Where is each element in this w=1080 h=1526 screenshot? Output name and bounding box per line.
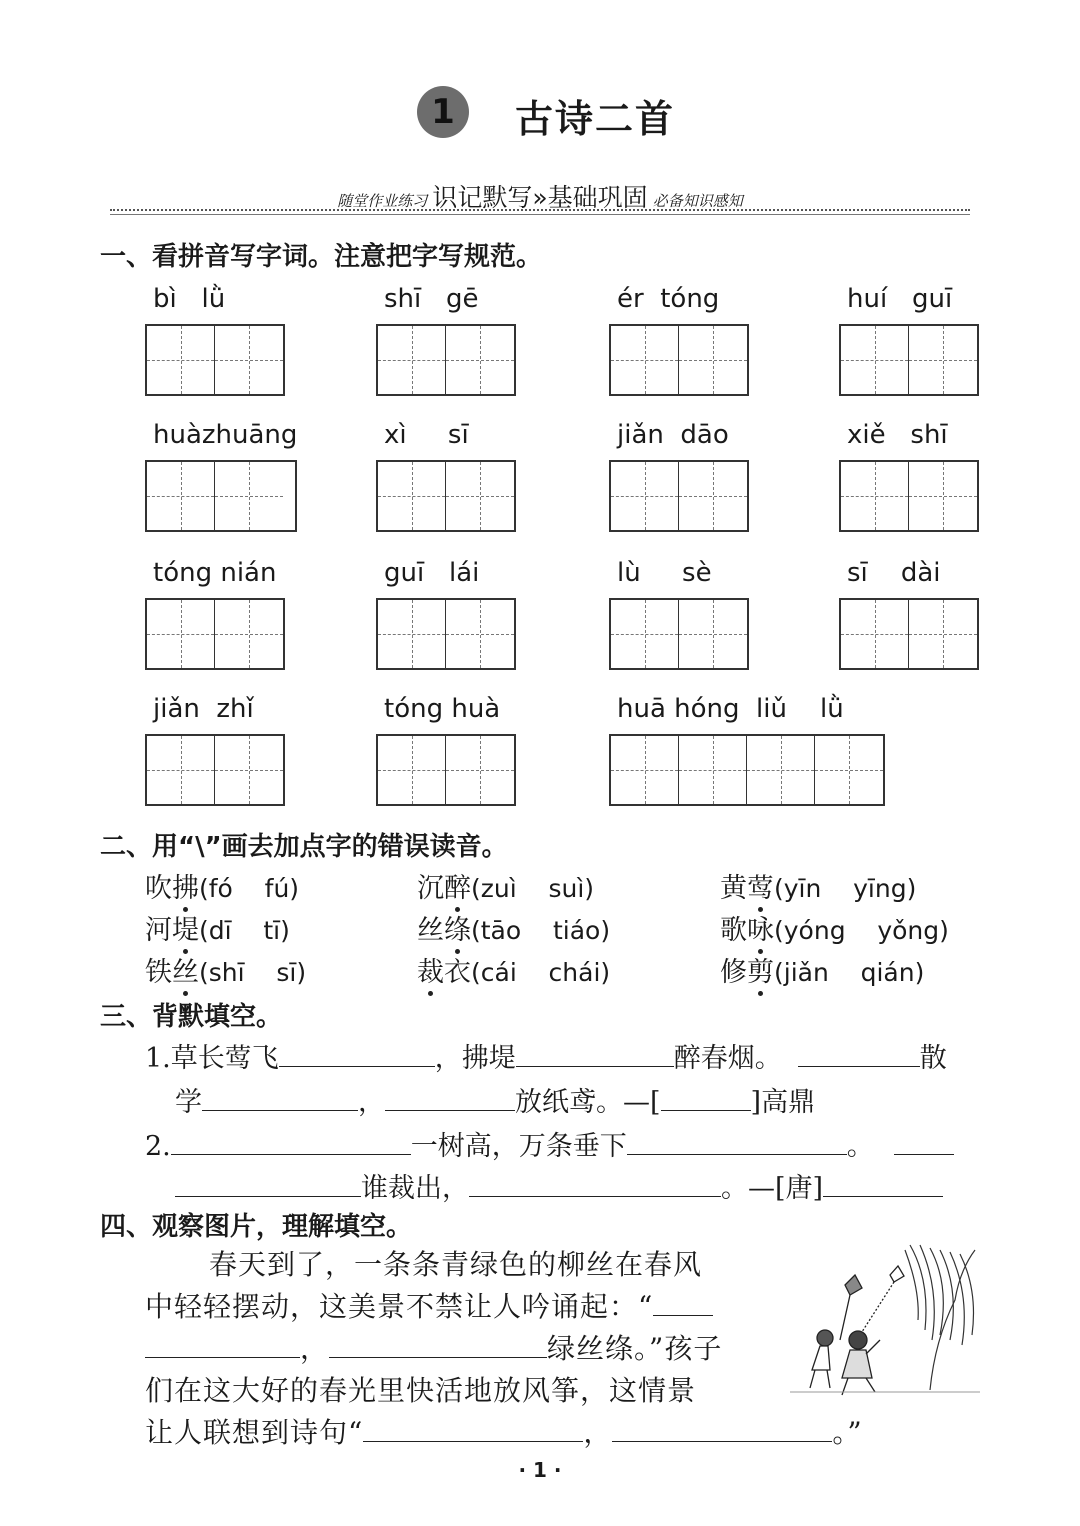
- character-box[interactable]: [147, 462, 215, 530]
- character-box[interactable]: [611, 736, 679, 804]
- answer-blank[interactable]: [175, 1195, 361, 1197]
- pinyin-item: [839, 284, 979, 396]
- character-box-row[interactable]: [376, 598, 516, 670]
- recite-text: ，拂堤: [434, 1043, 516, 1074]
- character-box[interactable]: [378, 600, 446, 668]
- section2-heading: 二、用“\”画去加点字的错误读音。: [100, 832, 508, 862]
- recite-text: 散: [919, 1043, 947, 1074]
- pinyin-item: [609, 694, 885, 806]
- page-number: · 1 ·: [518, 1458, 562, 1482]
- character-box[interactable]: [841, 462, 909, 530]
- recite-line-4: [175, 1166, 943, 1205]
- answer-blank[interactable]: [469, 1195, 721, 1197]
- character-box[interactable]: [679, 462, 747, 530]
- character-box-row[interactable]: [376, 460, 516, 532]
- character-box-row[interactable]: [609, 598, 749, 670]
- answer-blank[interactable]: [823, 1195, 943, 1197]
- dotted-char: 剪: [747, 957, 774, 988]
- answer-blank[interactable]: [279, 1065, 435, 1067]
- banner-right: 必备知识感知: [652, 192, 743, 210]
- character-box[interactable]: [679, 736, 747, 804]
- character-box-row[interactable]: [609, 324, 749, 396]
- character-box[interactable]: [611, 462, 679, 530]
- character-box-row[interactable]: [145, 734, 285, 806]
- character-box-row[interactable]: [839, 460, 979, 532]
- character-box[interactable]: [446, 736, 514, 804]
- dotted-char: 咏: [747, 915, 774, 946]
- recite-text: 放纸鸢。—[: [515, 1087, 661, 1118]
- dotted-char: 丝: [172, 957, 199, 988]
- word-char: 河: [145, 915, 172, 946]
- character-box[interactable]: [909, 462, 977, 530]
- page-title: 古诗二首: [515, 97, 676, 141]
- para-text: 中轻轻摆动，这美景不禁让人吟诵起：“: [145, 1290, 654, 1323]
- character-box[interactable]: [215, 736, 283, 804]
- word-char: 歌: [720, 915, 747, 946]
- answer-blank[interactable]: [612, 1440, 832, 1442]
- pronunciation-options[interactable]: (cái chái): [471, 958, 611, 987]
- pronunciation-item: [145, 866, 299, 905]
- recite-text: 。—[唐]: [721, 1173, 824, 1204]
- answer-blank[interactable]: [171, 1153, 411, 1155]
- recite-text: 学: [175, 1087, 202, 1118]
- pronunciation-item: [145, 908, 290, 947]
- children-icon: [810, 1330, 880, 1395]
- character-box[interactable]: [378, 736, 446, 804]
- pinyin-label: huàzhuāng: [153, 420, 298, 450]
- pronunciation-options[interactable]: (zuì suì): [471, 874, 595, 903]
- para-line: [145, 1412, 863, 1454]
- answer-blank[interactable]: [798, 1065, 920, 1067]
- pinyin-item: [145, 558, 285, 670]
- word-char: 修: [720, 957, 747, 988]
- pinyin-item: [609, 420, 749, 532]
- character-box-row[interactable]: [376, 734, 516, 806]
- pinyin-label: guī lái: [384, 558, 480, 588]
- answer-blank[interactable]: [329, 1356, 547, 1358]
- pinyin-label: shī gē: [384, 284, 479, 314]
- character-box-row[interactable]: [145, 460, 297, 532]
- character-box-row[interactable]: [145, 324, 285, 396]
- lesson-number-badge: [417, 86, 469, 138]
- pinyin-item: [145, 284, 285, 396]
- banner-divider-solid: [110, 214, 970, 215]
- recite-line-1: [145, 1036, 947, 1075]
- pronunciation-item: [720, 866, 916, 905]
- section4-heading: 四、观察图片，理解填空。: [100, 1212, 413, 1242]
- answer-blank[interactable]: [363, 1440, 583, 1442]
- kite-flying-illustration: [780, 1240, 980, 1400]
- character-box[interactable]: [215, 326, 283, 394]
- pronunciation-options[interactable]: (dī tī): [199, 916, 290, 945]
- word-char: 丝: [417, 915, 444, 946]
- dotted-char: 堤: [172, 915, 199, 946]
- para-text: 让人联想到诗句“: [145, 1416, 364, 1449]
- recite-text: 一树高，万条垂下: [410, 1131, 627, 1162]
- character-box-row[interactable]: [376, 324, 516, 396]
- pronunciation-options[interactable]: (yīn yīng): [774, 874, 917, 903]
- character-box[interactable]: [378, 326, 446, 394]
- character-box[interactable]: [446, 462, 514, 530]
- pinyin-item: [839, 558, 979, 670]
- pronunciation-options[interactable]: (yóng yǒng): [774, 916, 949, 945]
- character-box-row[interactable]: [145, 598, 285, 670]
- section-banner: [110, 178, 970, 218]
- word-char: 吹: [145, 873, 172, 904]
- character-box[interactable]: [147, 600, 215, 668]
- pinyin-label: xì sī: [384, 420, 469, 450]
- para-line: [145, 1328, 765, 1370]
- pinyin-label: jiǎn dāo: [617, 420, 729, 450]
- para-line: 春天到了，一条条青绿色的柳丝在春风: [209, 1248, 703, 1281]
- pinyin-item: [609, 558, 749, 670]
- pronunciation-item: [720, 950, 924, 989]
- answer-blank[interactable]: [145, 1356, 300, 1358]
- recite-line-3: [145, 1124, 954, 1163]
- dotted-char: 绦: [444, 915, 471, 946]
- word-char: 铁: [145, 957, 172, 988]
- pinyin-item: [609, 284, 749, 396]
- willow-tree-icon: [905, 1245, 975, 1390]
- character-box[interactable]: [909, 326, 977, 394]
- para-line: [145, 1286, 765, 1328]
- pinyin-item: [145, 694, 285, 806]
- pronunciation-item: [417, 866, 594, 905]
- character-box-row[interactable]: [609, 460, 749, 532]
- word-char: 沉: [417, 873, 444, 904]
- answer-blank[interactable]: [516, 1065, 674, 1067]
- character-box[interactable]: [841, 600, 909, 668]
- section3-heading: 三、背默填空。: [100, 1002, 283, 1032]
- character-box[interactable]: [841, 326, 909, 394]
- dotted-char: 裁: [417, 957, 444, 988]
- pinyin-label: jiǎn zhǐ: [153, 694, 254, 724]
- para-text: ，: [300, 1332, 330, 1365]
- pronunciation-item: [720, 908, 949, 947]
- answer-blank[interactable]: [653, 1314, 713, 1316]
- pinyin-item: [839, 420, 979, 532]
- recite-text: 1.草长莺飞: [145, 1043, 279, 1074]
- pronunciation-options[interactable]: (tāo tiáo): [471, 916, 611, 945]
- character-box[interactable]: [815, 736, 883, 804]
- answer-blank[interactable]: [627, 1153, 847, 1155]
- answer-blank[interactable]: [202, 1109, 358, 1111]
- recite-text: 醉春烟。: [673, 1043, 782, 1074]
- character-box[interactable]: [446, 600, 514, 668]
- character-box-row[interactable]: [839, 598, 979, 670]
- pinyin-label: tóng huà: [384, 694, 501, 724]
- pinyin-item: [376, 558, 516, 670]
- pinyin-item: [376, 420, 516, 532]
- character-box[interactable]: [611, 600, 679, 668]
- recite-text: 。: [846, 1131, 874, 1162]
- kite-icon: [840, 1266, 904, 1340]
- recite-line-2: [175, 1080, 815, 1119]
- pinyin-label: ér tóng: [617, 284, 720, 314]
- para-text: ，: [583, 1416, 613, 1449]
- section1-heading: 一、看拼音写字词。注意把字写规范。: [100, 242, 543, 272]
- pinyin-label: huí guī: [847, 284, 953, 314]
- lesson-number: 1: [431, 92, 455, 132]
- character-box-row[interactable]: [839, 324, 979, 396]
- word-char: 衣: [444, 957, 471, 988]
- banner-left: 随堂作业练习: [337, 192, 428, 210]
- recite-text: ]高鼎: [750, 1087, 816, 1118]
- answer-blank[interactable]: [894, 1153, 954, 1155]
- picture-paragraph: [145, 1244, 863, 1454]
- character-box[interactable]: [679, 600, 747, 668]
- pronunciation-options[interactable]: (jiǎn qián): [774, 958, 925, 987]
- pinyin-item: [145, 420, 297, 532]
- pinyin-label: xiě shī: [847, 420, 948, 450]
- dotted-char: 莺: [747, 873, 774, 904]
- pronunciation-item: [417, 950, 610, 989]
- pinyin-label: huā hóng liǔ lǜ: [617, 694, 844, 724]
- character-box-row[interactable]: [609, 734, 885, 806]
- pronunciation-item: [145, 950, 306, 989]
- answer-blank[interactable]: [385, 1109, 515, 1111]
- pinyin-label: bì lǜ: [153, 284, 226, 314]
- para-line: 们在这大好的春光里快活地放风筝，这情景: [145, 1374, 697, 1407]
- dotted-char: 拂: [172, 873, 199, 904]
- banner-divider-dotted: [110, 209, 970, 211]
- pinyin-item: [376, 284, 516, 396]
- recite-text: 2.: [145, 1131, 171, 1162]
- para-text: 。”: [832, 1416, 863, 1449]
- pinyin-label: sī dài: [847, 558, 941, 588]
- character-box[interactable]: [446, 326, 514, 394]
- para-text: 绿丝绦。”孩子: [547, 1332, 723, 1365]
- pinyin-label: lù sè: [617, 558, 712, 588]
- recite-text: ，: [358, 1087, 385, 1118]
- answer-blank[interactable]: [661, 1109, 751, 1111]
- recite-text: 谁裁出，: [361, 1173, 469, 1204]
- character-box[interactable]: [147, 736, 215, 804]
- pronunciation-options[interactable]: (fó fú): [199, 874, 300, 903]
- banner-center: 识记默写»基础巩固: [432, 183, 648, 212]
- character-box[interactable]: [747, 736, 815, 804]
- character-box[interactable]: [679, 326, 747, 394]
- character-box[interactable]: [611, 326, 679, 394]
- pronunciation-item: [417, 908, 610, 947]
- pinyin-item: [376, 694, 516, 806]
- word-char: 黄: [720, 873, 747, 904]
- pronunciation-options[interactable]: (shī sī): [199, 958, 307, 987]
- character-box[interactable]: [215, 462, 283, 530]
- character-box[interactable]: [215, 600, 283, 668]
- character-box[interactable]: [378, 462, 446, 530]
- dotted-char: 醉: [444, 873, 471, 904]
- pinyin-label: tóng nián: [153, 558, 277, 588]
- character-box[interactable]: [147, 326, 215, 394]
- character-box[interactable]: [909, 600, 977, 668]
